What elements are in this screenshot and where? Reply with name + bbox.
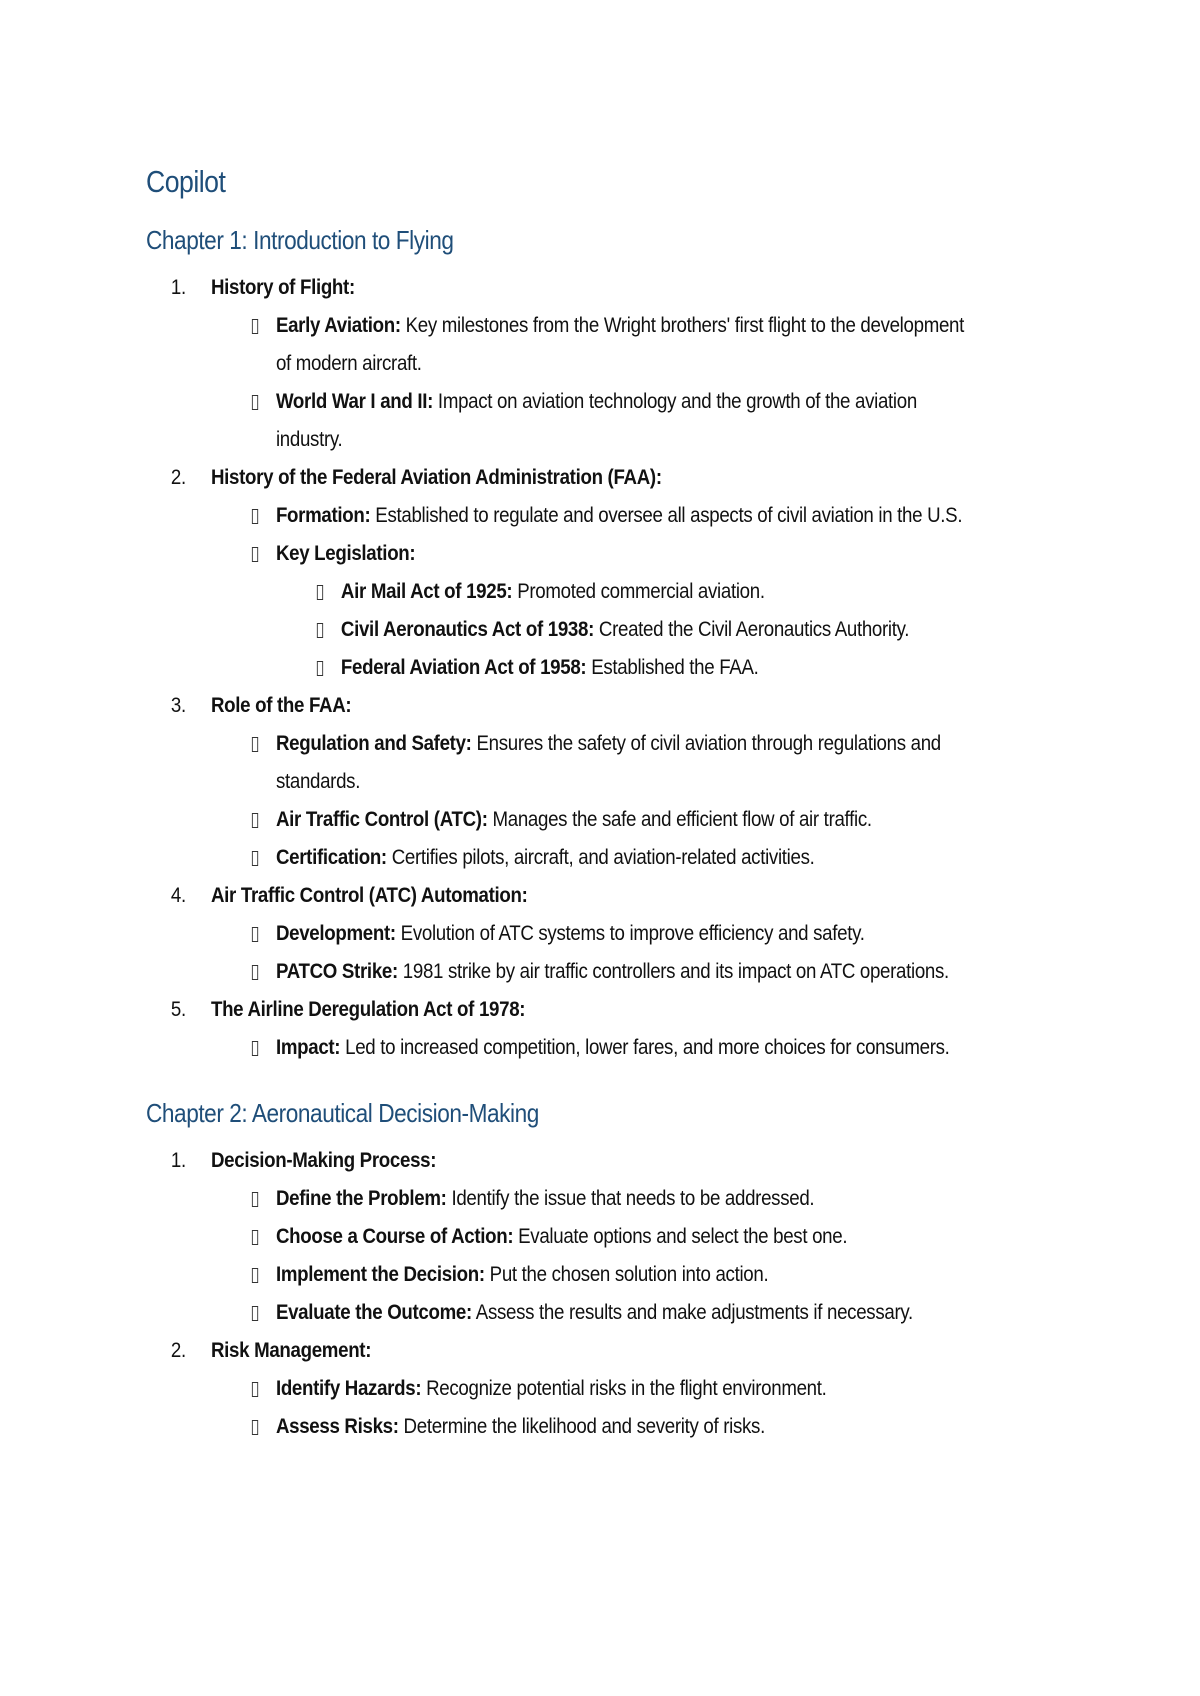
detail-text: Identify the issue that needs to be addressed. <box>446 1187 815 1210</box>
item-title: Risk Management: <box>210 1339 372 1362</box>
detail-item <box>211 1370 965 1408</box>
outline-item-history-of-flight <box>146 269 965 459</box>
bullet-icon <box>247 725 261 763</box>
detail-text: Led to increased competition, lower fares, and more choices for consumers. <box>340 1036 950 1059</box>
bullet-icon <box>247 1408 261 1446</box>
item-number: 5. <box>170 998 186 1021</box>
outline-item-decision-process <box>146 1142 965 1332</box>
detail-label: Implement the Decision: <box>275 1263 485 1286</box>
outline-item-risk-management <box>146 1332 965 1446</box>
sub-detail-text: Promoted commercial aviation. <box>512 580 765 603</box>
sub-detail-label: Federal Aviation Act of 1958: <box>340 656 587 679</box>
detail-label: World War I and II: <box>275 390 434 413</box>
item-title: The Airline Deregulation Act of 1978: <box>210 998 526 1021</box>
item-title: Role of the FAA: <box>210 694 352 717</box>
detail-list <box>211 1029 965 1067</box>
detail-label: Development: <box>275 922 396 945</box>
detail-label: Key Legislation: <box>275 542 416 565</box>
sub-detail-text: Established the FAA. <box>586 656 759 679</box>
detail-list <box>211 307 965 459</box>
detail-item <box>211 839 965 877</box>
bullet-icon <box>247 1294 261 1332</box>
bullet-icon <box>247 307 261 345</box>
detail-label: Choose a Course of Action: <box>275 1225 514 1248</box>
detail-label: Certification: <box>275 846 387 869</box>
chapter-heading: Chapter 1: Introduction to Flying <box>146 225 454 255</box>
bullet-icon <box>247 839 261 877</box>
item-number: 1. <box>170 1149 186 1172</box>
sub-detail-item <box>276 573 965 611</box>
item-number: 4. <box>170 884 186 907</box>
detail-label: Identify Hazards: <box>275 1377 422 1400</box>
detail-item <box>211 1256 965 1294</box>
detail-item <box>211 383 965 459</box>
bullet-icon <box>247 1256 261 1294</box>
detail-text: Evaluate options and select the best one. <box>513 1225 848 1248</box>
detail-text: Established to regulate and oversee all aspects of civil aviation in the U.S. <box>370 504 963 527</box>
outline-item-airline-deregulation <box>146 991 965 1067</box>
sub-detail-item <box>276 611 965 649</box>
bullet-icon <box>247 1370 261 1408</box>
sub-detail-label: Air Mail Act of 1925: <box>340 580 513 603</box>
detail-text: Assess the results and make adjustments if necessary. <box>471 1301 913 1324</box>
outline-item-atc-automation <box>146 877 965 991</box>
bullet-icon <box>247 1218 261 1256</box>
item-title: History of the Federal Aviation Administration (FAA): <box>210 466 662 489</box>
sub-detail-list <box>276 573 965 687</box>
detail-list <box>211 915 965 991</box>
detail-item <box>211 1218 965 1256</box>
item-title: Air Traffic Control (ATC) Automation: <box>210 884 528 907</box>
bullet-icon <box>312 573 326 611</box>
detail-text: Impact on aviation technology and the growth of the aviation industry. <box>275 390 917 451</box>
bullet-icon <box>312 649 326 687</box>
sub-detail-label: Civil Aeronautics Act of 1938: <box>340 618 595 641</box>
bullet-icon <box>247 497 261 535</box>
detail-item <box>211 307 965 383</box>
sub-detail-text: Created the Civil Aeronautics Authority. <box>594 618 910 641</box>
detail-item <box>211 725 965 801</box>
detail-label: Regulation and Safety: <box>275 732 472 755</box>
detail-label: Evaluate the Outcome: <box>275 1301 472 1324</box>
bullet-icon <box>247 535 261 573</box>
detail-label: Define the Problem: <box>275 1187 447 1210</box>
detail-item <box>211 497 965 535</box>
bullet-icon <box>312 611 326 649</box>
detail-text: 1981 strike by air traffic controllers and its impact on ATC operations. <box>397 960 949 983</box>
detail-item <box>211 801 965 839</box>
chapter-heading: Chapter 2: Aeronautical Decision-Making <box>146 1098 539 1128</box>
item-title: History of Flight: <box>210 276 355 299</box>
detail-label: PATCO Strike: <box>275 960 398 983</box>
item-title: Decision-Making Process: <box>210 1149 437 1172</box>
detail-label: Early Aviation: <box>275 314 401 337</box>
detail-text: Determine the likelihood and severity of risks. <box>398 1415 765 1438</box>
detail-text: Certifies pilots, aircraft, and aviation-related activities. <box>386 846 815 869</box>
outline-item-role-of-faa <box>146 687 965 877</box>
bullet-icon <box>247 915 261 953</box>
chapter-2 <box>146 1097 1066 1446</box>
document-content <box>146 164 1066 1446</box>
bullet-icon <box>247 953 261 991</box>
detail-item <box>211 1294 965 1332</box>
detail-label: Formation: <box>275 504 371 527</box>
detail-text: Key milestones from the Wright brothers' first flight to the development of modern aircraft. <box>275 314 965 375</box>
detail-text: Put the chosen solution into action. <box>484 1263 769 1286</box>
detail-text: Manages the safe and efficient flow of air traffic. <box>487 808 872 831</box>
detail-item <box>211 1180 965 1218</box>
detail-item <box>211 1408 965 1446</box>
item-number: 2. <box>170 1339 186 1362</box>
chapter-outline <box>146 269 1066 1067</box>
bullet-icon <box>247 1029 261 1067</box>
sub-detail-item <box>276 649 965 687</box>
detail-label: Impact: <box>275 1036 341 1059</box>
detail-list <box>211 725 965 877</box>
item-number: 2. <box>170 466 186 489</box>
item-number: 1. <box>170 276 186 299</box>
document-title: Copilot <box>146 164 226 199</box>
detail-list <box>211 497 965 687</box>
detail-text: Recognize potential risks in the flight environment. <box>421 1377 827 1400</box>
detail-label: Air Traffic Control (ATC): <box>275 808 488 831</box>
chapter-1 <box>146 224 1066 1067</box>
detail-item <box>211 915 965 953</box>
bullet-icon <box>247 801 261 839</box>
bullet-icon <box>247 1180 261 1218</box>
detail-item <box>211 953 965 991</box>
chapter-outline <box>146 1142 1066 1446</box>
detail-text: Evolution of ATC systems to improve efficiency and safety. <box>395 922 865 945</box>
detail-text: Ensures the safety of civil aviation through regulations and standards. <box>275 732 941 793</box>
detail-list <box>211 1370 965 1446</box>
detail-list <box>211 1180 965 1332</box>
detail-item <box>211 535 965 687</box>
detail-item <box>211 1029 965 1067</box>
outline-item-faa-history <box>146 459 965 687</box>
detail-label: Assess Risks: <box>275 1415 399 1438</box>
item-number: 3. <box>170 694 186 717</box>
bullet-icon <box>247 383 261 421</box>
